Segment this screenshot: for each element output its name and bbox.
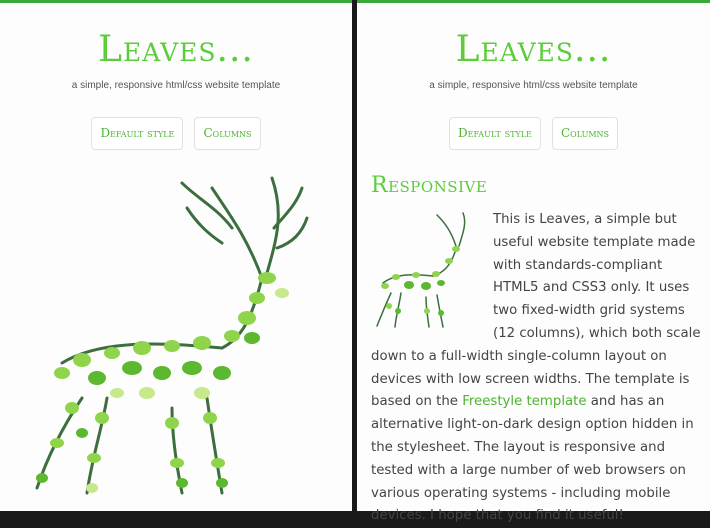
right-pane [357,0,710,524]
deer-thumbnail [371,211,481,331]
nav-default-style-button[interactable]: Default style [449,117,541,150]
site-title[interactable]: Leaves... [455,29,612,70]
nav-default-style-button[interactable]: Default style [91,117,183,150]
freestyle-template-link[interactable]: Freestyle template [462,394,587,410]
article-body [371,209,701,528]
nav-columns-button[interactable]: Columns [552,117,618,150]
site-tagline: a simple, responsive html/css website template [429,80,638,91]
article-intro: This is Leaves, a simple but useful website template made with standards-compliant HTML5 and CSS3 only. It uses two fixed-width grid systems (12 columns), which both scale down to a full-width single-column layout on devices with low screen widths. The template is based on the [371,212,701,410]
site-tagline: a simple, responsive html/css website template [71,80,281,91]
site-title[interactable]: Leaves... [98,29,254,70]
nav-columns-button[interactable]: Columns [194,117,260,150]
deer-illustration [22,168,322,508]
article-rest: and has an alternative light-on-dark design option hidden in the stylesheet. The layout is responsive and tested with a large number of web browsers on various operating systems - including mobile devices. I hope that you find it useful! [371,394,694,524]
nav-bar [0,117,352,150]
section-heading: Responsive [371,173,488,198]
nav-bar [357,117,710,150]
left-pane [0,0,352,511]
